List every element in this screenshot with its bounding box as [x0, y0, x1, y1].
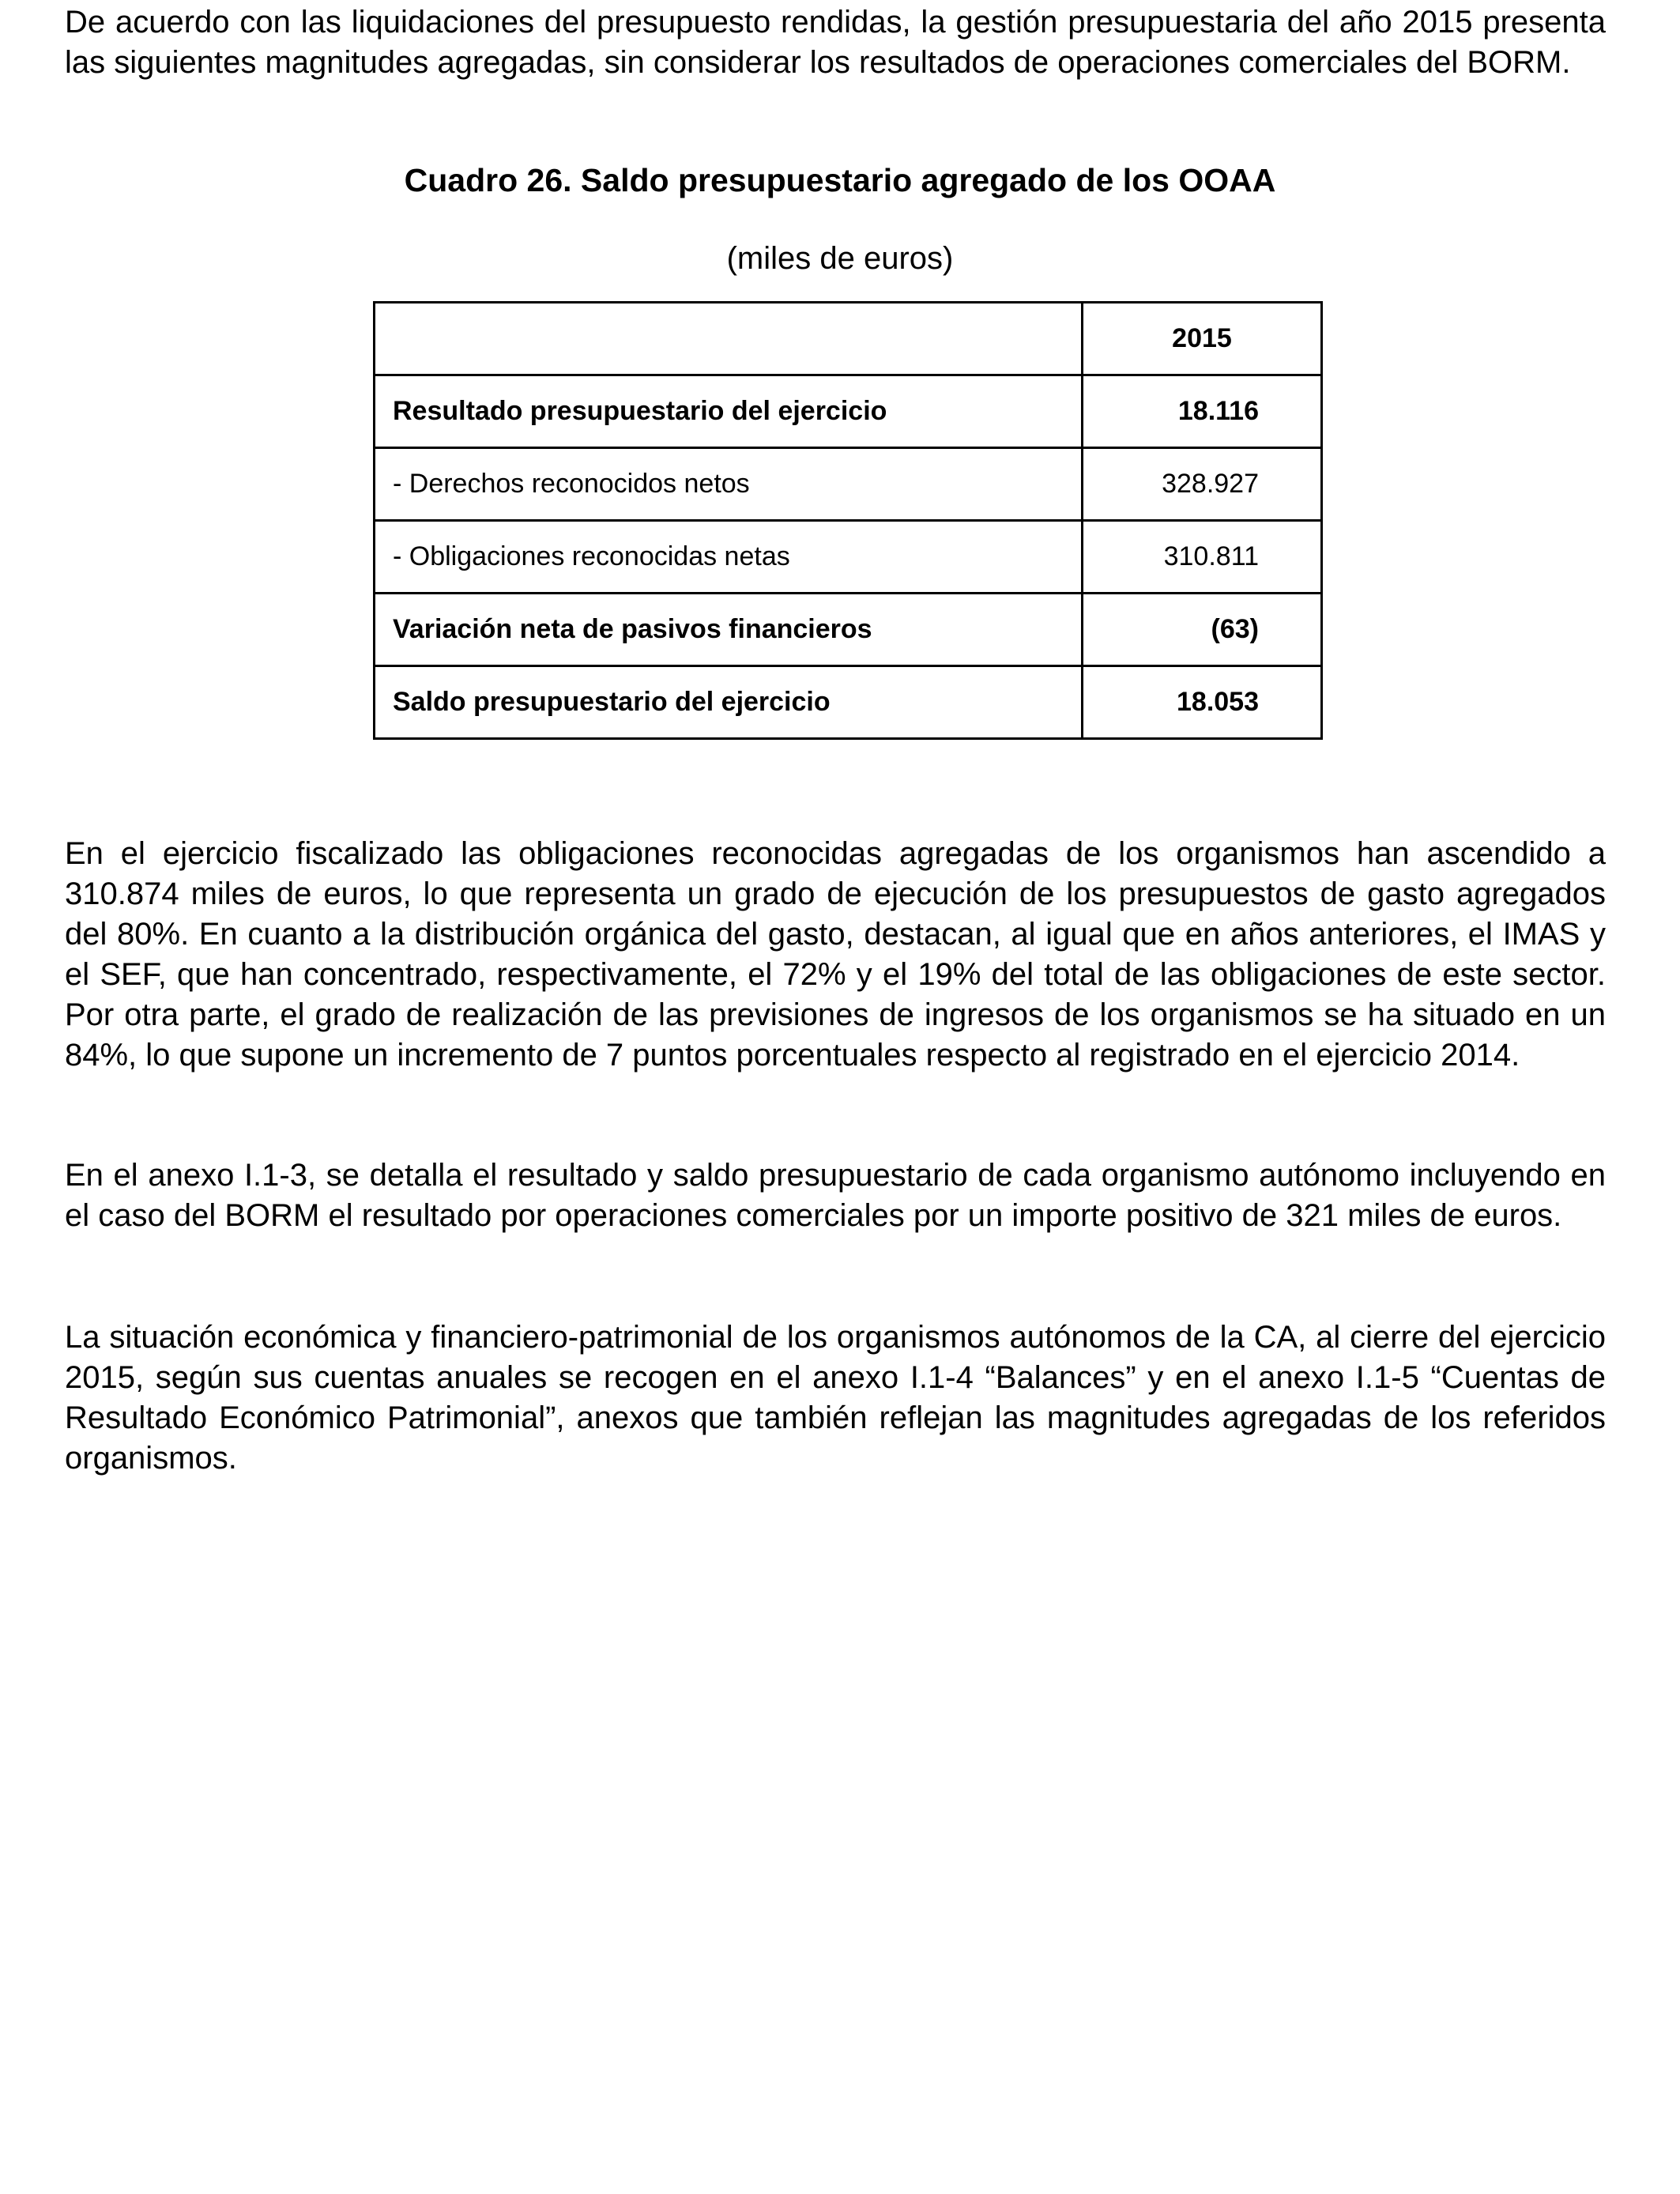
row-value: 328.927 [1083, 448, 1322, 521]
table-row-budget-balance [375, 666, 1322, 739]
table-row-budget-result [375, 375, 1322, 448]
budget-balance-table [373, 301, 1323, 740]
row-label: Saldo presupuestario del ejercicio [375, 666, 1083, 739]
situation-paragraph: La situación económica y financiero-patrimonial de los organismos autónomos de la CA, al cierre del ejercicio 2015, según sus cuentas anuales se recogen en el anexo I.1-4 “Balances” y en el anexo I.1-5 “Cuentas de Resultado Económico Patrimonial”, anexos que también reflejan las magnitudes agregadas de los referidos organismos. [65, 1320, 1606, 1476]
row-value: 18.053 [1083, 666, 1322, 739]
row-value: (63) [1083, 594, 1322, 666]
row-value: 18.116 [1083, 375, 1322, 448]
table-unit: (miles de euros) [726, 241, 954, 276]
row-label: - Derechos reconocidos netos [375, 448, 1083, 521]
table-row-net-rights [375, 448, 1322, 521]
row-value: 310.811 [1083, 521, 1322, 594]
table-row-financial-liabilities [375, 594, 1322, 666]
annex-paragraph: En el anexo I.1-3, se detalla el resultado y saldo presupuestario de cada organismo autónomo incluyendo en el caso del BORM el resultado por operaciones comerciales por un importe positivo de 321 miles de euros. [65, 1158, 1606, 1233]
intro-paragraph: De acuerdo con las liquidaciones del presupuesto rendidas, la gestión presupuestaria del año 2015 presenta las siguientes magnitudes agregadas, sin considerar los resultados de operaciones comerciales del BORM. [65, 5, 1606, 80]
table-header-row [375, 303, 1322, 375]
header-year-cell: 2015 [1083, 303, 1322, 375]
row-label: Resultado presupuestario del ejercicio [375, 375, 1083, 448]
table-row-net-obligations [375, 521, 1322, 594]
header-label-cell [375, 303, 1083, 375]
execution-paragraph: En el ejercicio fiscalizado las obligaciones reconocidas agregadas de los organismos han ascendido a 310.874 miles de euros, lo que representa un grado de ejecución de los presupuestos de gasto agregados del 80%. En cuanto a la distribución orgánica del gasto, destacan, al igual que en años anteriores, el IMAS y el SEF, que han concentrado, respectivamente, el 72% y el 19% del total de las obligaciones de este sector. Por otra parte, el grado de realización de las previsiones de ingresos de los organismos se ha situado en un 84%, lo que supone un incremento de 7 puntos porcentuales respecto al registrado en el ejercicio 2014. [65, 836, 1606, 1072]
row-label: - Obligaciones reconocidas netas [375, 521, 1083, 594]
table-title: Cuadro 26. Saldo presupuestario agregado de los OOAA [404, 162, 1276, 198]
row-label: Variación neta de pasivos financieros [375, 594, 1083, 666]
